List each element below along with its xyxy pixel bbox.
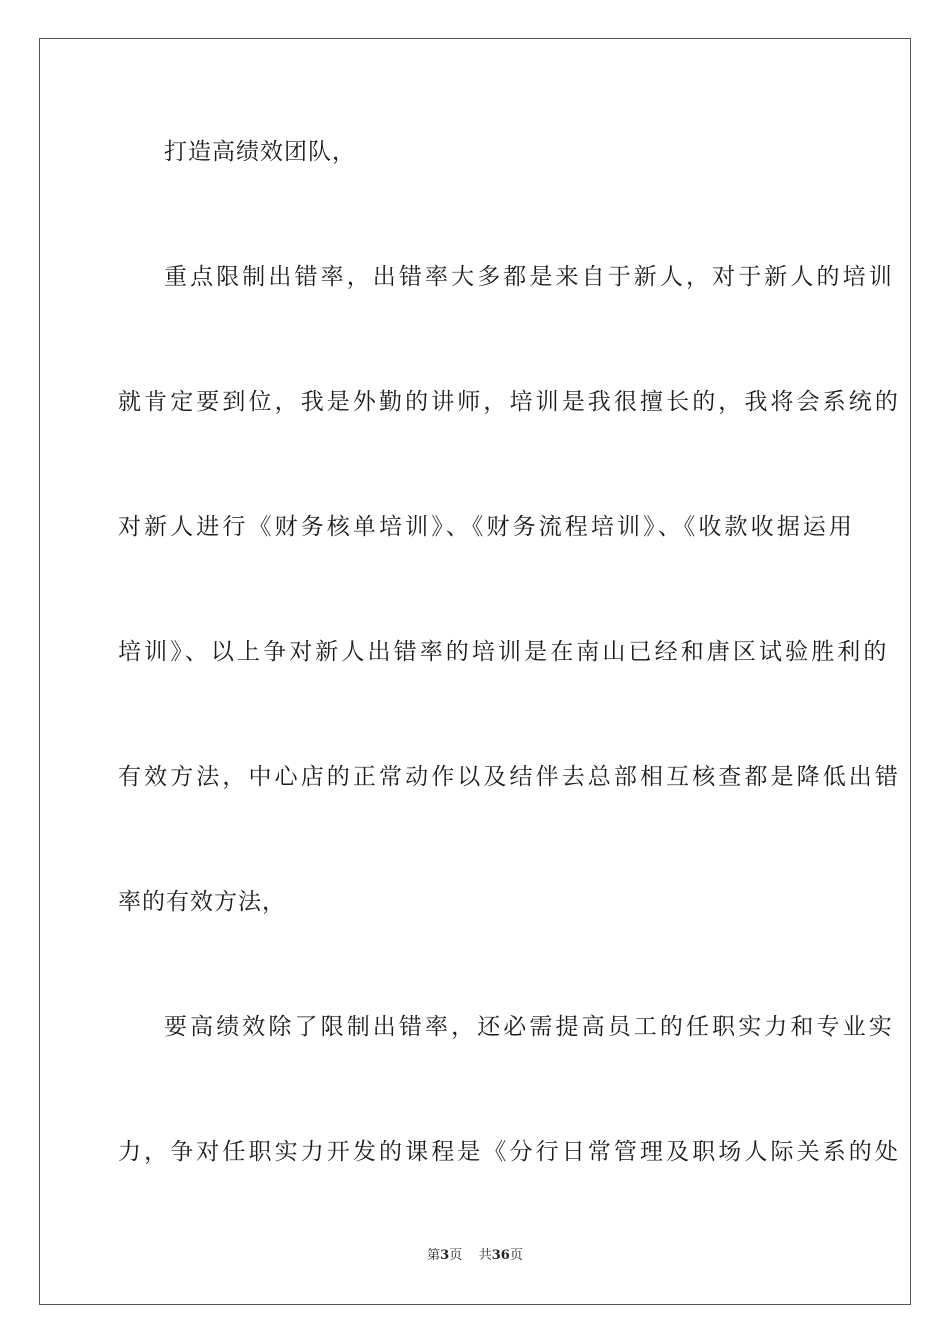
page-border: [39, 38, 911, 1305]
paragraph-line-6: 有效方法，中心店的正常动作以及结伴去总部相互核查都是降低出错: [118, 764, 901, 790]
footer-total-suffix: 页: [509, 1248, 523, 1263]
footer-page-prefix: 第: [427, 1248, 441, 1263]
paragraph-line-9: 力，争对任职实力开发的课程是《分行日常管理及职场人际关系的处: [118, 1139, 901, 1165]
paragraph-line-3: 就肯定要到位，我是外勤的讲师，培训是我很擅长的，我将会系统的: [118, 389, 901, 415]
paragraph-line-2: 重点限制出错率，出错率大多都是来自于新人，对于新人的培训: [164, 264, 895, 290]
footer-total-prefix: 共: [478, 1248, 492, 1263]
footer-page-suffix: 页: [449, 1248, 463, 1263]
page-footer: [0, 1247, 950, 1265]
paragraph-line-1: 打造高绩效团队，: [164, 139, 356, 165]
paragraph-line-5: 培训》、以上争对新人出错率的培训是在南山已经和唐区试验胜利的: [118, 639, 890, 665]
footer-total-pages: 36: [491, 1248, 510, 1263]
paragraph-line-7: 率的有效方法，: [118, 889, 286, 915]
paragraph-line-4: 对新人进行《财务核单培训》、《财务流程培训》、《收款收据运用: [118, 514, 855, 540]
footer-page-number: 3: [440, 1248, 450, 1263]
paragraph-line-8: 要高绩效除了限制出错率，还必需提高员工的任职实力和专业实: [164, 1014, 895, 1040]
